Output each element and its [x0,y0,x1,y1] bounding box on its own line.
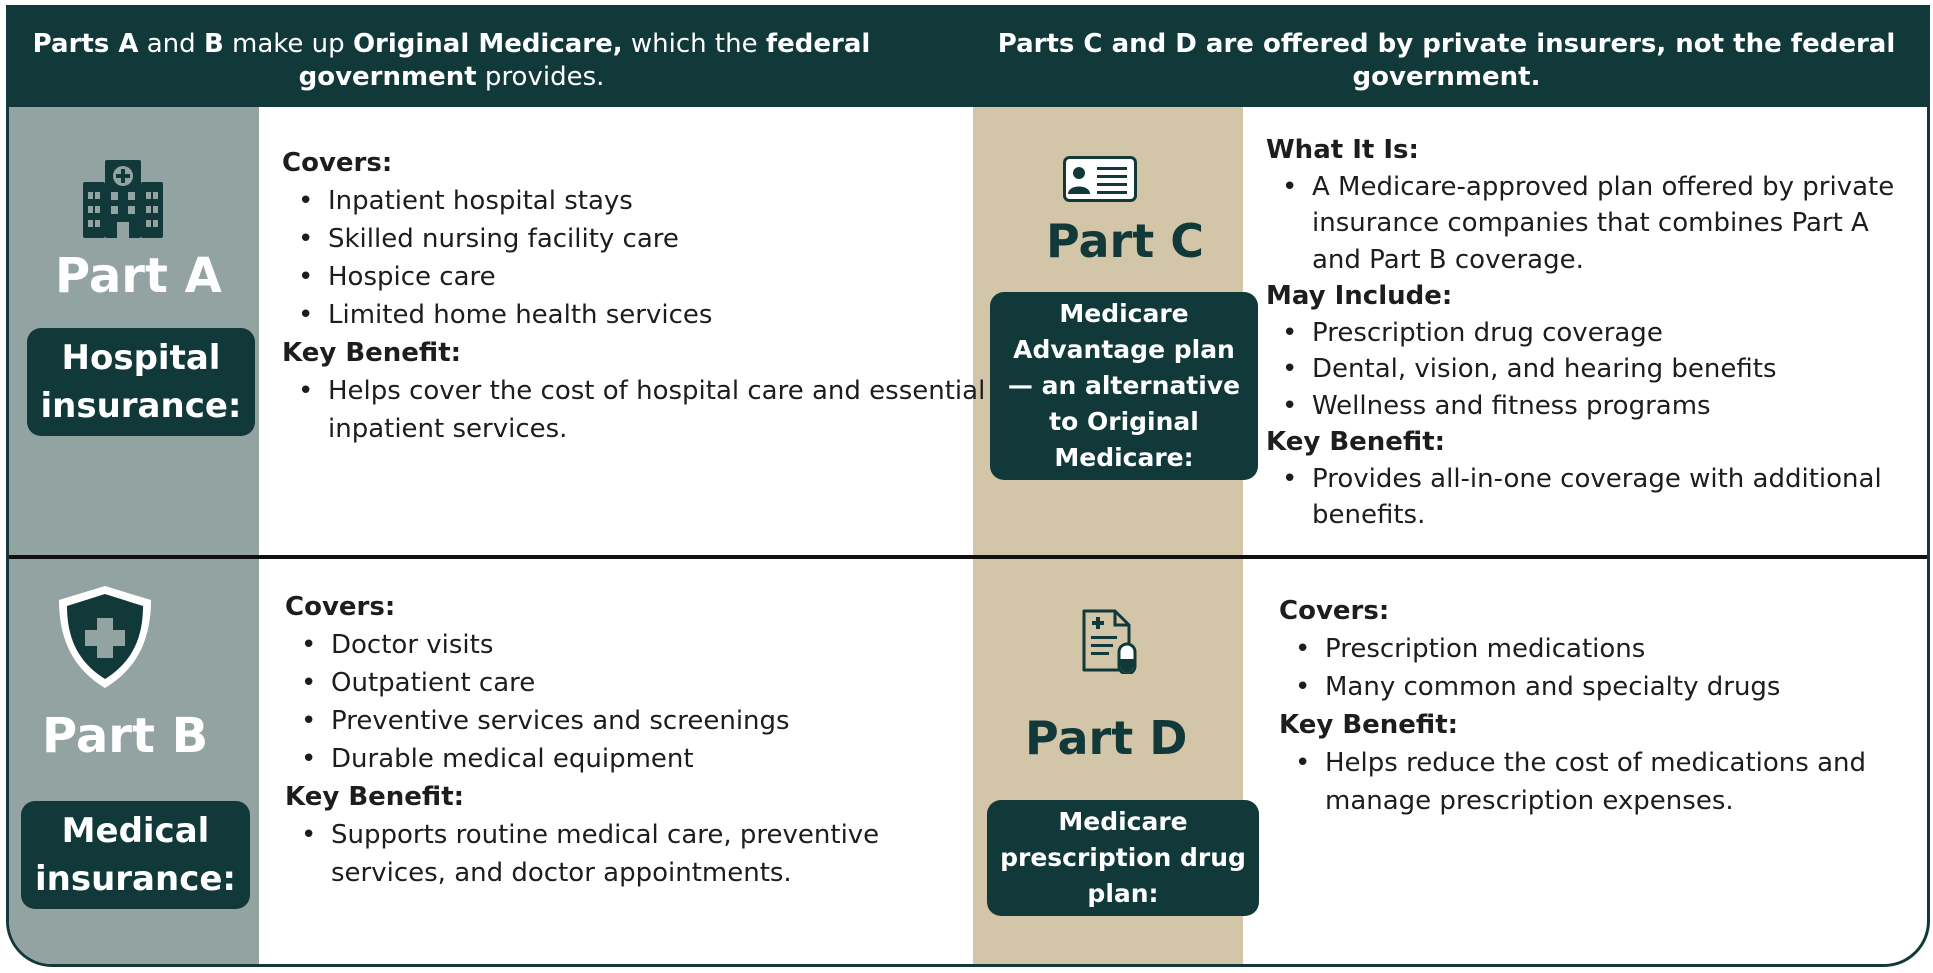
bullet-item: • Prescription medications [1325,630,1919,668]
bullet-item: • Doctor visits [331,626,965,664]
part-c-section-heading: What It Is: [1266,135,1419,165]
bullet-item: • Dental, vision, and hearing benefits [1312,351,1926,388]
bullet-item: • Outpatient care [331,664,965,702]
header-left-text [29,28,874,94]
part-b-section-heading: Covers: [285,592,396,622]
id-card-icon [1063,156,1137,202]
bullet-item: • Prescription drug coverage [1312,315,1926,352]
bullet-item: • Hospice care [328,258,1002,296]
header-right-text: Parts C and D are offered by private insurers, not the federal government. [997,29,1896,92]
bullet-item: • Durable medical equipment [331,740,965,778]
bullet-item: • Helps reduce the cost of medications and manage prescription expenses. [1325,744,1919,820]
part-c-bullet-list [1266,315,1926,425]
part-b-title: Part B [42,708,209,764]
part-d-content [1279,592,1919,820]
part-d-section-heading: Covers: [1279,596,1390,626]
part-c-title: Part C [1046,214,1204,268]
bullet-item: • Helps cover the cost of hospital care and essential inpatient services. [328,372,1002,448]
part-c-section-heading: May Include: [1266,281,1453,311]
part-b-badge: Medical insurance: [21,801,250,909]
medicare-parts-diagram [6,5,1930,967]
part-b-bullet-list [285,816,965,892]
header-left-run: and [138,29,204,59]
part-a-content [282,144,1002,448]
row-divider [9,555,1927,559]
part-c-bullet-list [1266,169,1926,279]
part-c-bullet-list [1266,461,1926,534]
part-a-section-heading: Covers: [282,148,393,178]
header-left-run: Original Medicare, [352,29,623,59]
bullet-item: • Many common and specialty drugs [1325,668,1919,706]
bullet-item: • A Medicare-approved plan offered by private insurance companies that combines Part A and Part B coverage. [1312,169,1926,279]
header-left-run: federal government [298,29,871,92]
part-b-content [285,588,965,892]
part-d-section-heading: Key Benefit: [1279,710,1459,740]
part-a-bullet-list [282,182,1002,334]
part-c-badge: Medicare Advantage plan — an alternative to Original Medicare: [990,292,1258,480]
bullet-item: • Preventive services and screenings [331,702,965,740]
shield-cross-icon [55,584,155,690]
part-a-badge: Hospital insurance: [27,328,255,436]
header-bar [9,8,1927,107]
bullet-item: • Provides all-in-one coverage with additional benefits. [1312,461,1926,534]
bullet-item: • Limited home health services [328,296,1002,334]
bullet-item: • Skilled nursing facility care [328,220,1002,258]
part-d-bullet-list [1279,744,1919,820]
bullet-item: • Supports routine medical care, preventive services, and doctor appointments. [331,816,965,892]
part-a-section-heading: Key Benefit: [282,338,462,368]
header-left-run: B [203,29,224,59]
part-c-section-heading: Key Benefit: [1266,427,1446,457]
prescription-icon [1081,608,1139,674]
part-d-bullet-list [1279,630,1919,706]
part-d-title: Part D [1025,711,1188,765]
part-b-section-heading: Key Benefit: [285,782,465,812]
header-left-run: provides. [476,62,605,92]
part-b-bullet-list [285,626,965,778]
part-c-content [1266,132,1926,534]
header-left-run: make up [223,29,353,59]
bullet-item: • Inpatient hospital stays [328,182,1002,220]
bullet-item: • Wellness and fitness programs [1312,388,1926,425]
hospital-icon [81,156,165,240]
part-a-title: Part A [55,248,222,304]
header-left-run: which the [622,29,766,59]
header-left-run: Parts A [32,29,139,59]
part-a-bullet-list [282,372,1002,448]
part-d-badge: Medicare prescription drug plan: [987,800,1259,916]
